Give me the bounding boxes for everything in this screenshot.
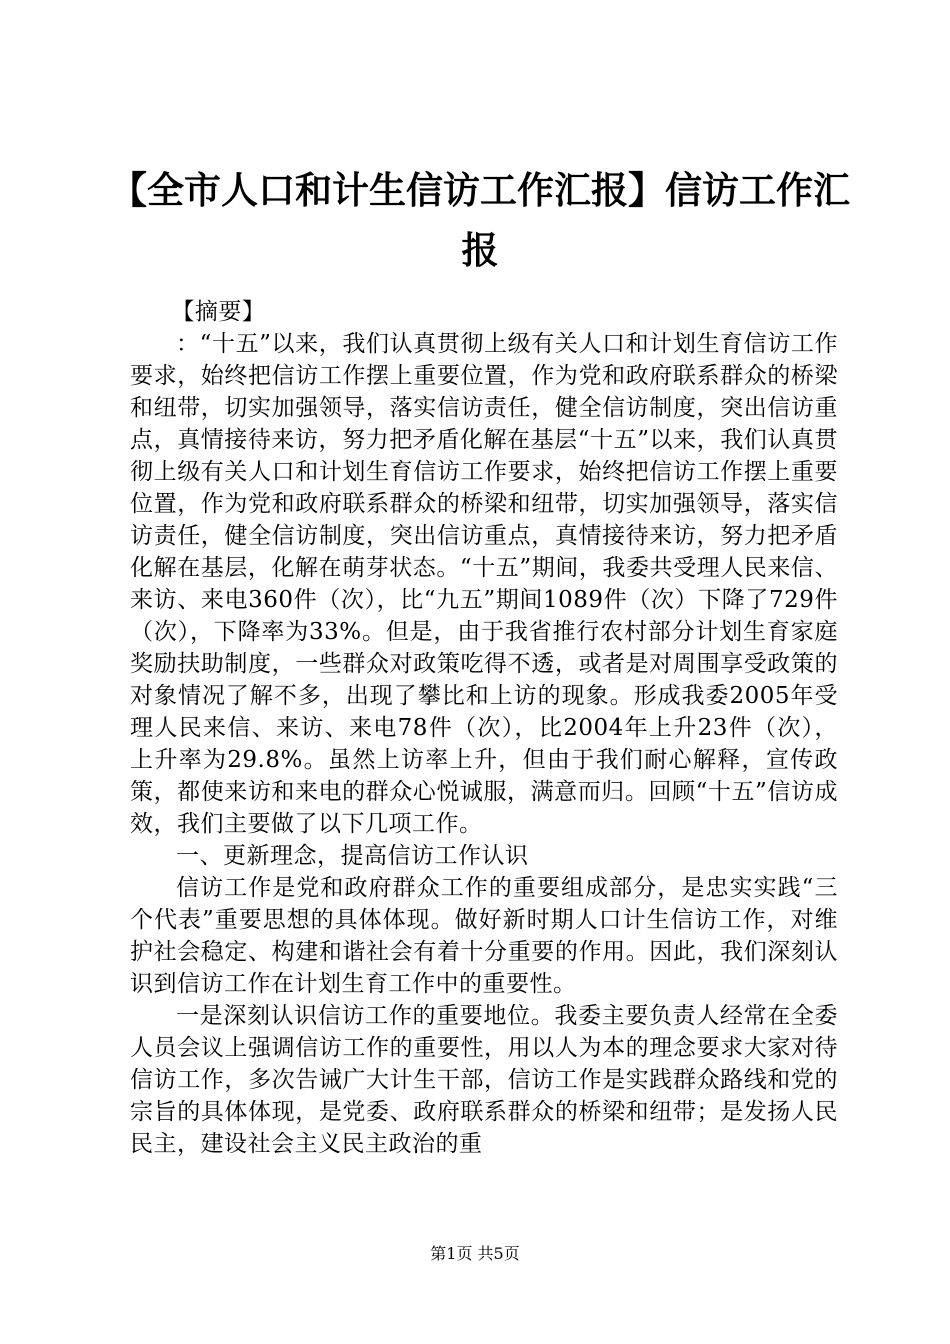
document-title: 【全市人口和计生信访工作汇报】信访工作汇报 [110, 168, 850, 272]
section-heading-1: 一、更新理念，提高信访工作认识 [176, 843, 529, 869]
paragraph-section-1: 信访工作是党和政府群众工作的重要组成部分，是忠实实践“三个代表”重要思想的具体体现。做好新时期人口计生信访工作，对维护社会稳定、构建和谐社会有着十分重要的作用。因此，我们深刻认识到信访工作在计划生育工作中的重要性。 [130, 875, 838, 997]
page-footer: 第1页 共5页 [430, 1244, 520, 1263]
document-body [130, 296, 838, 1160]
paragraph-point-1: 一是深刻认识信访工作的重要地位。我委主要负责人经常在全委人员会议上强调信访工作的重要性，用以人为本的理念要求大家对待信访工作，多次告诫广大计生干部，信访工作是实践群众路线和党的宗旨的具体体现，是党委、政府联系群众的桥梁和纽带；是发扬人民民主，建设社会主义民主政治的重 [130, 1003, 838, 1157]
abstract-label: 【摘要】 [171, 299, 266, 325]
paragraph-intro: ：“十五”以来，我们认真贯彻上级有关人口和计划生育信访工作要求，始终把信访工作摆上重要位置，作为党和政府联系群众的桥梁和纽带，切实加强领导，落实信访责任，健全信访制度，突出信访重点，真情接待来访，努力把矛盾化解在基层“十五”以来，我们认真贯彻上级有关人口和计划生育信访工作要求，始终把信访工作摆上重要位置，作为党和政府联系群众的桥梁和纽带，切实加强领导，落实信访责任，健全信访制度，突出信访重点，真情接待来访，努力把矛盾化解在基层，化解在萌芽状态。“十五”期间，我委共受理人民来信、来访、来电360件（次），比“九五”期间1089件（次）下降了729件（次），下降率为33%。但是，由于我省推行农村部分计划生育家庭奖励扶助制度，一些群众对政策吃得不透，或者是对周围享受政策的对象情况了解不多，出现了攀比和上访的现象。形成我委2005年受理人民来信、来访、来电78件（次），比2004年上升23件（次），上升率为29.8%。虽然上访率上升，但由于我们耐心解释，宣传政策，都使来访和来电的群众心悦诚服，满意而归。回顾“十五”信访成效，我们主要做了以下几项工作。 [130, 331, 838, 837]
